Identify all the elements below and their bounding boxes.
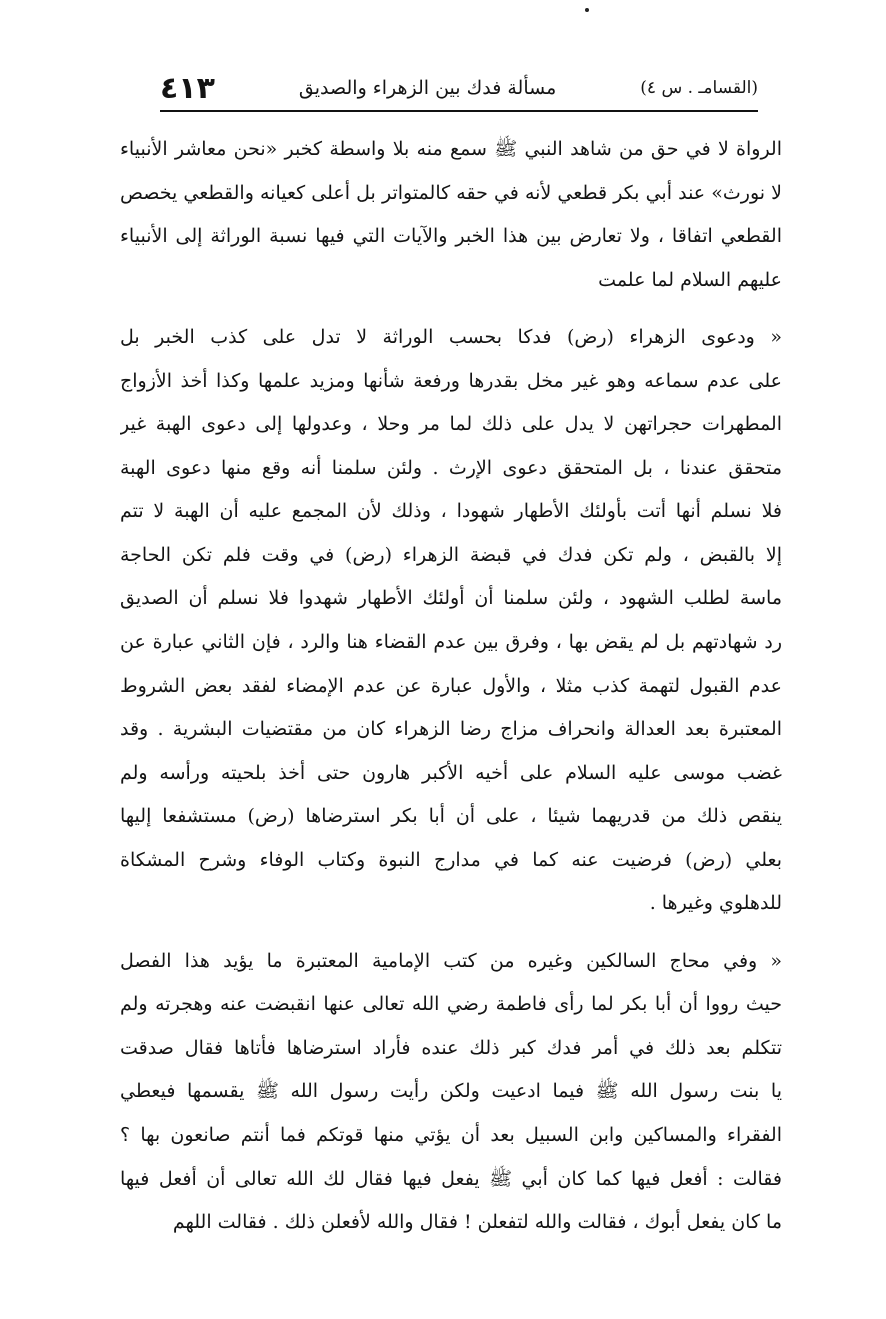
- page-number: ٤١٣: [160, 70, 215, 106]
- text-line: عليهم السلام لما علمت: [598, 268, 782, 291]
- text-line: بعلي (رض) فرضيت عنه كما في مدارج النبوة وكتاب الوفاء وشرح المشكاة: [120, 848, 782, 871]
- text-line: فلا نسلم أنها أتت بأولئك الأطهار شهودا ، وذلك لأن المجمع عليه أن الهبة لا تتم: [120, 500, 782, 523]
- text-line: للدهلوي وغيرها .: [649, 892, 782, 915]
- paragraph-gap: [120, 302, 782, 316]
- text-line: ماسة لطلب الشهود ، ولئن سلمنا أن أولئك الأطهار شهدوا فلا نسلم أن الصديق: [120, 587, 782, 610]
- paragraph: [120, 128, 782, 302]
- text-line: الرواة لا في حق من شاهد النبي ﷺ سمع منه بلا واسطة كخبر «نحن معاشر الأنبياء: [120, 138, 782, 160]
- running-title: مسألة فدك بين الزهراء والصديق: [298, 77, 557, 99]
- text-line: لا نورث» عند أبي بكر قطعي لأنه في حقه كالمتواتر بل أعلى كعيانه والقطعي يخصص: [120, 181, 782, 204]
- text-line: حيث رووا أن أبا بكر لما رأى فاطمة رضي الله تعالى عنها انقبضت عنه وهجرته ولم: [120, 993, 782, 1016]
- text-line: إلا بالقبض ، ولم تكن فدك في قبضة الزهراء (رض) في وقت فلم تكن الحاجة: [120, 543, 782, 566]
- text-line: فقالت : أفعل فيها كما كان أبي ﷺ يفعل فيها فقال لك الله تعالى أن أفعل فيها: [120, 1167, 782, 1190]
- text-line: المطهرات حجراتهن لا يدل على ذلك لما مر وحلا ، وعدولها إلى دعوى الهبة غير: [120, 413, 782, 436]
- text-line: غضب موسى عليه السلام على أخيه الأكبر هارون حتى أخذ بلحيته ورأسه ولم: [120, 761, 782, 784]
- text-line: الفقراء والمساكين وابن السبيل بعد أن يؤتي منها قوتكم فما أنتم صانعون بها ؟: [120, 1124, 782, 1147]
- paragraph: [120, 940, 782, 1245]
- source-reference: (القسامـ . س ٤): [640, 78, 758, 98]
- running-header: [160, 66, 758, 112]
- text-line: القطعي اتفاقا ، ولا تعارض بين هذا الخبر والآيات التي فيها نسبة الوراثة إلى الأنبياء: [120, 225, 782, 248]
- text-line: تتكلم بعد ذلك في أمر فدك كبر ذلك عنده فأراد استرضاها فأتاها فقال صدقت: [120, 1036, 782, 1059]
- text-line: ما كان يفعل أبوك ، فقالت والله لتفعلن ! فقال والله لأفعلن ذلك . فقالت اللهم: [172, 1211, 782, 1234]
- text-line: « وفي محاج السالكين وغيره من كتب الإمامية المعتبرة ما يؤيد هذا الفصل: [120, 949, 782, 972]
- text-line: يا بنت رسول الله ﷺ فيما ادعيت ولكن رأيت رسول الله ﷺ يقسمها فيعطي: [120, 1080, 782, 1103]
- text-line: ينقص ذلك من قدريهما شيئا ، على أن أبا بكر استرضاها (رض) مستشفعا إليها: [120, 805, 782, 828]
- ink-speck: [585, 8, 589, 12]
- text-line: عدم القبول لتهمة كذب مثلا ، والأول عبارة عن عدم الإمضاء لفقد بعض الشروط: [120, 674, 782, 697]
- text-line: متحقق عندنا ، بل المتحقق دعوى الإرث . ولئن سلمنا أنه وقع منها دعوى الهبة: [120, 456, 782, 479]
- text-line: « ودعوى الزهراء (رض) فدكا بحسب الوراثة لا تدل على كذب الخبر بل: [120, 326, 782, 349]
- text-line: رد شهادتهم بل لم يقض بها ، وفرق بين عدم القضاء هنا والرد ، فإن الثاني عبارة عن: [120, 631, 782, 654]
- text-line: المعتبرة بعد العدالة وانحراف مزاج رضا الزهراء كان من مقتضيات البشرية . وقد: [120, 718, 782, 741]
- paragraph: [120, 316, 782, 926]
- text-line: على عدم سماعه وهو غير مخل بقدرها ورفعة شأنها ومزيد علمها وكذا أخذ الأزواج: [120, 369, 782, 392]
- paragraph-gap: [120, 926, 782, 940]
- page-body: [120, 128, 782, 1245]
